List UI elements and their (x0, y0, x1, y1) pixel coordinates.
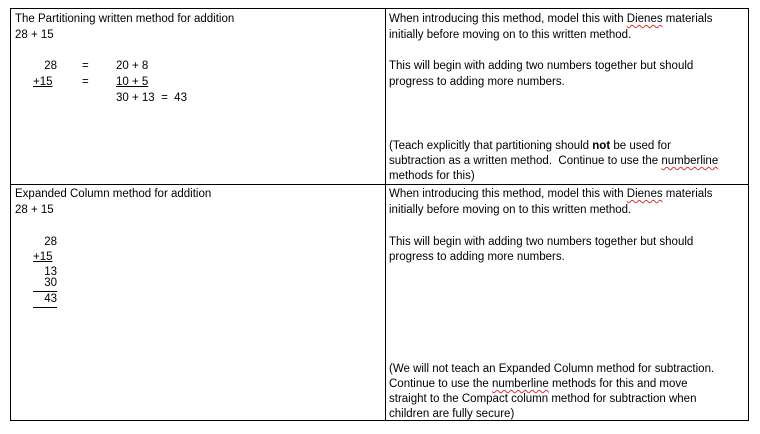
partitioning-progress-line-1: This will begin with adding two numbers together but should (389, 60, 694, 72)
teach-bold-word: not (592, 140, 611, 152)
spellcheck-word: Dienes (626, 13, 663, 25)
partitioning-split-2: 10 + 5 (116, 76, 149, 88)
spellcheck-word: Dienes (626, 188, 663, 200)
expanded-progress-line-1: This will begin with adding two numbers together but should (389, 236, 694, 248)
expanded-intro-line-2: initially before moving on to this written method. (389, 204, 632, 216)
expanded-partial-1: 13 (44, 266, 57, 278)
intro-text: When introducing this method, model this with (389, 188, 627, 200)
row-divider (11, 184, 748, 185)
teach-text: subtraction as a written method. Continue to use the (389, 155, 662, 167)
partitioning-teach-line-2 (389, 153, 718, 169)
partitioning-number-1: 28 (44, 60, 57, 72)
expanded-partial-2: 30 (33, 276, 57, 292)
expanded-number-2: +15 (33, 251, 53, 263)
partitioning-split-1: 20 + 8 (116, 60, 149, 72)
expanded-teach-line-1: (We will not teach an Expanded Column method for subtraction. (389, 363, 715, 375)
expanded-teach-line-2 (389, 376, 688, 392)
partitioning-title: The Partitioning written method for addition (15, 13, 235, 25)
intro-text-end: materials (662, 188, 713, 200)
teach-text-end: be used for (610, 140, 671, 152)
partitioning-result: 30 + 13 = 43 (116, 92, 187, 104)
expanded-teach-line-3: straight to the Compact column method for subtraction when (389, 393, 697, 405)
partitioning-number-2: +15 (33, 76, 53, 88)
expanded-total: 43 (33, 292, 57, 308)
expanded-progress-line-2: progress to adding more numbers. (389, 251, 565, 263)
expanded-teach-line-4: children are fully secure) (389, 408, 515, 420)
teach-text: Continue to use the (389, 378, 492, 390)
partitioning-intro-line-2: initially before moving on to this written method. (389, 29, 632, 41)
methods-table (10, 8, 749, 421)
spellcheck-word: numberline (491, 378, 549, 390)
expanded-title: Expanded Column method for addition (15, 188, 212, 200)
partitioning-sum: 28 + 15 (15, 29, 54, 41)
teach-text: (Teach explicitly that partitioning should (389, 140, 593, 152)
partitioning-teach-line-1 (389, 138, 671, 154)
partitioning-equals-1: = (82, 60, 89, 72)
column-divider (385, 9, 386, 420)
intro-text-end: materials (662, 13, 713, 25)
spellcheck-word: numberline (661, 155, 719, 167)
teach-text-end: methods for this and move (548, 378, 688, 390)
partitioning-teach-line-3: methods for this) (389, 170, 475, 182)
partitioning-progress-line-2: progress to adding more numbers. (389, 76, 565, 88)
partitioning-intro-line-1 (389, 11, 712, 27)
partitioning-equals-2: = (82, 76, 89, 88)
expanded-sum: 28 + 15 (15, 204, 54, 216)
expanded-number-1: 28 (44, 236, 57, 248)
intro-text: When introducing this method, model this with (389, 13, 627, 25)
expanded-intro-line-1 (389, 186, 712, 202)
